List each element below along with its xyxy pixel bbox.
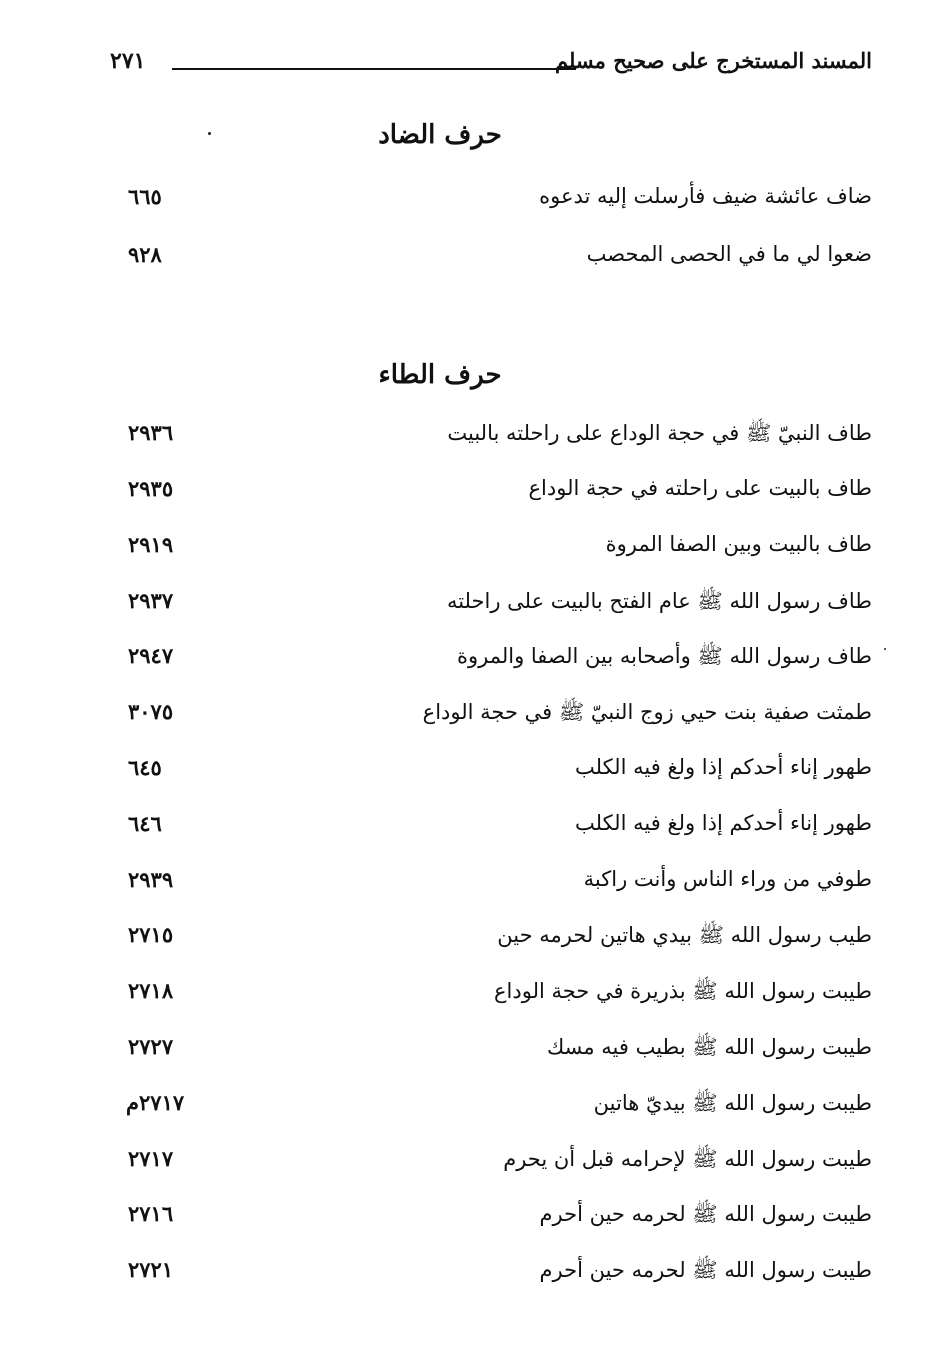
entry-number: ٢٧١٥ xyxy=(128,922,174,947)
index-entry xyxy=(100,755,872,795)
index-entry xyxy=(100,643,872,683)
entry-text: طيبت رسول الله ﷺ لإحرامه قبل أن يحرم xyxy=(503,1147,872,1171)
running-header xyxy=(110,48,872,88)
entry-number: ٦٦٥ xyxy=(128,184,162,209)
entry-number: ٢٩٣٦ xyxy=(128,420,174,445)
entry-text: طيبت رسول الله ﷺ بيديّ هاتين xyxy=(593,1091,872,1115)
index-entry xyxy=(100,242,872,282)
index-entry xyxy=(100,532,872,572)
entry-text: طيبت رسول الله ﷺ بذريرة في حجة الوداع xyxy=(494,979,872,1003)
entry-text: طيبت رسول الله ﷺ لحرمه حين أحرم xyxy=(539,1202,872,1226)
index-entry xyxy=(100,978,872,1018)
entry-number: ٢٩١٩ xyxy=(128,532,174,557)
entry-number: ٢٧١٧ xyxy=(128,1146,174,1171)
page-number: ٢٧١ xyxy=(110,48,146,74)
book-title: المسند المستخرج على صحيح مسلم xyxy=(554,48,872,73)
scan-speck xyxy=(884,648,886,650)
entry-text: طيبت رسول الله ﷺ لحرمه حين أحرم xyxy=(539,1258,872,1282)
entry-number: ٢٧١٦ xyxy=(128,1201,174,1226)
index-entry xyxy=(100,184,872,224)
entry-number: ٢٩٣٥ xyxy=(128,476,174,501)
entry-number: ٦٤٥ xyxy=(128,755,162,780)
entry-number: ٢٩٣٩ xyxy=(128,867,174,892)
entry-text: طوفي من وراء الناس وأنت راكبة xyxy=(583,867,872,891)
entry-number: ٦٤٦ xyxy=(128,811,162,836)
entry-number: ٢٧١٨ xyxy=(128,978,174,1003)
entry-number: ٢٧١٧م xyxy=(126,1090,185,1115)
entry-text: طيب رسول الله ﷺ بيدي هاتين لحرمه حين xyxy=(497,923,872,947)
entry-number: ٢٧٢١ xyxy=(128,1257,174,1282)
index-entry xyxy=(100,1034,872,1074)
entry-text: طيبت رسول الله ﷺ بطيب فيه مسك xyxy=(546,1035,872,1059)
index-entry xyxy=(100,588,872,628)
index-entry xyxy=(100,1257,872,1297)
entry-number: ٣٠٧٥ xyxy=(128,699,174,724)
entry-text: طاف بالبيت وبين الصفا المروة xyxy=(605,532,872,556)
index-entry xyxy=(100,699,872,739)
entry-text: طهور إناء أحدكم إذا ولغ فيه الكلب xyxy=(575,811,872,835)
index-entry xyxy=(100,811,872,851)
entry-text: طاف رسول الله ﷺ وأصحابه بين الصفا والمروة xyxy=(456,644,872,668)
section-heading-ta: حرف الطاء xyxy=(378,360,502,390)
index-entry xyxy=(100,1201,872,1241)
index-entry xyxy=(100,476,872,516)
entry-number: ٢٩٤٧ xyxy=(128,643,174,668)
header-rule xyxy=(172,68,576,70)
index-entry xyxy=(100,1090,872,1130)
index-entry xyxy=(100,1146,872,1186)
index-entry xyxy=(100,867,872,907)
entry-text: طهور إناء أحدكم إذا ولغ فيه الكلب xyxy=(575,755,872,779)
section-heading-dad: حرف الضاد xyxy=(378,120,502,150)
index-entry xyxy=(100,922,872,962)
entry-text: ضاف عائشة ضيف فأرسلت إليه تدعوه xyxy=(539,184,872,208)
entry-text: طمثت صفية بنت حيي زوج النبيّ ﷺ في حجة الوداع xyxy=(422,700,872,724)
entry-text: طاف بالبيت على راحلته في حجة الوداع xyxy=(528,476,872,500)
entry-number: ٢٩٣٧ xyxy=(128,588,174,613)
entry-number: ٢٧٢٧ xyxy=(128,1034,174,1059)
entry-text: طاف رسول الله ﷺ عام الفتح بالبيت على راحلته xyxy=(446,589,872,613)
entry-text: طاف النبيّ ﷺ في حجة الوداع على راحلته بالبيت xyxy=(447,421,872,445)
index-entry xyxy=(100,420,872,460)
entry-number: ٩٢٨ xyxy=(128,242,162,267)
entry-text: ضعوا لي ما في الحصى المحصب xyxy=(586,242,872,266)
